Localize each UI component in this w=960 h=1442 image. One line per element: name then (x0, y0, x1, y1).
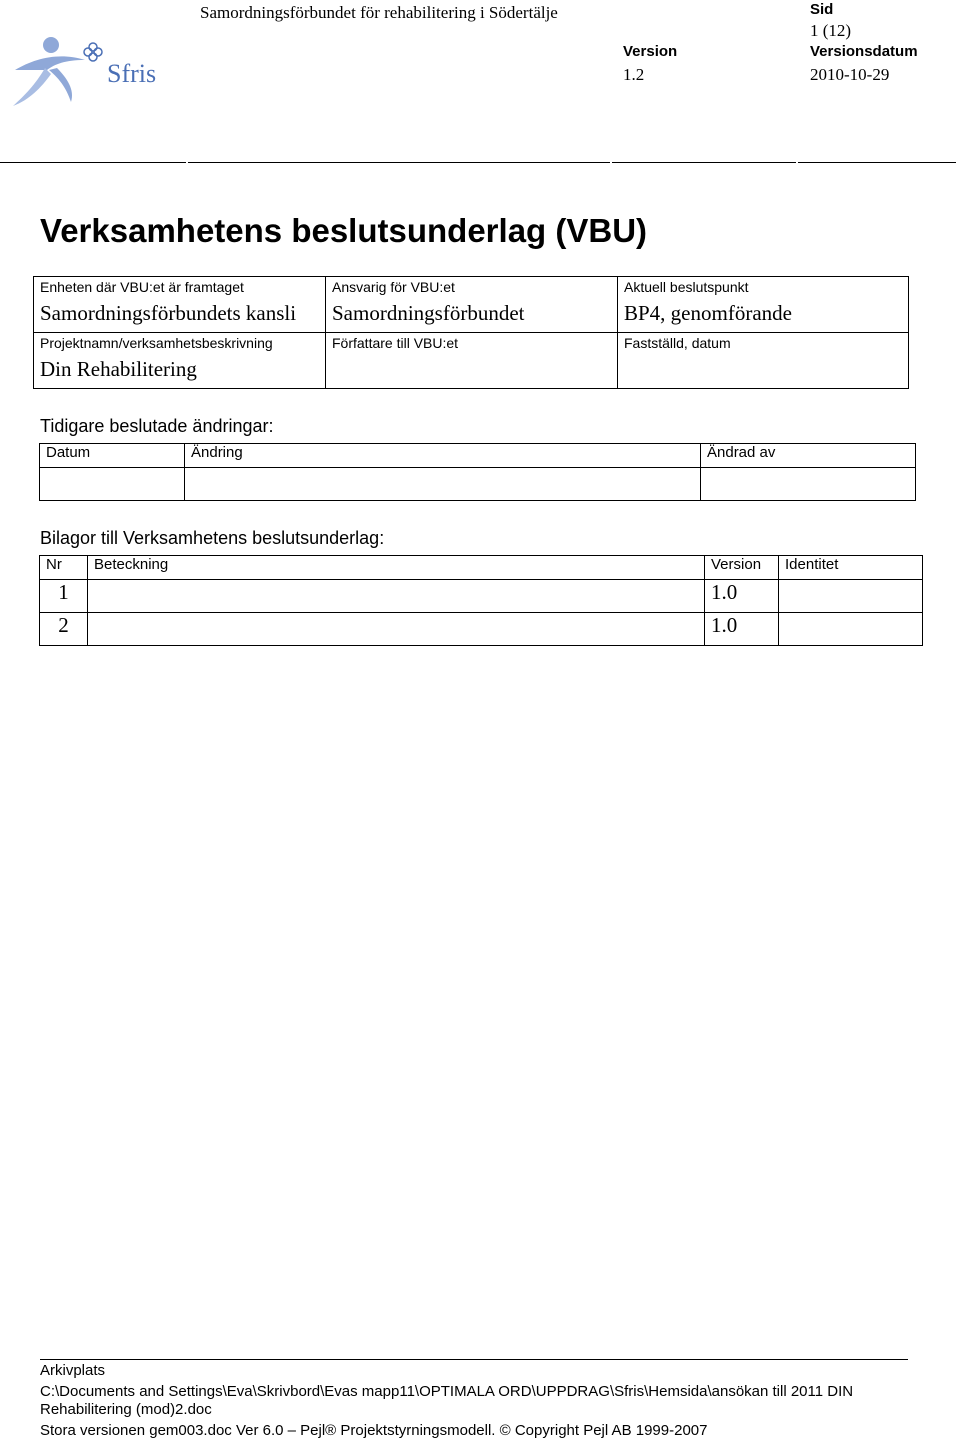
footer-divider (40, 1359, 908, 1360)
sfris-logo (5, 30, 165, 112)
responsible-value: Samordningsförbundet (332, 301, 525, 325)
column-header: Beteckning (88, 556, 705, 580)
table-header-row (40, 556, 923, 580)
table-header-row (40, 444, 916, 468)
archive-path: C:\Documents and Settings\Eva\Skrivbord\Evas mapp11\OPTIMALA ORD\UPPDRAG\Sfris\Hemsida\ansökan till 2011 DIN (40, 1383, 854, 1400)
author-label: Författare till VBU:et (332, 335, 459, 351)
table-row (40, 468, 916, 501)
page-number: 1 (12) (810, 21, 852, 40)
responsible-label: Ansvarig för VBU:et (332, 279, 455, 295)
column-header: Nr (40, 556, 88, 580)
organization-name: Samordningsförbundet för rehabilitering i Södertälje (200, 3, 558, 22)
header-divider (188, 162, 610, 163)
table-cell: 1.0 (705, 580, 779, 613)
unit-label: Enheten där VBU:et är framtaget (40, 279, 244, 295)
table-cell: 2 (40, 613, 88, 646)
author-cell (326, 333, 618, 388)
table-cell (88, 613, 705, 646)
logo-wordmark: Sfris (107, 59, 157, 88)
table-cell (779, 613, 923, 646)
document-title: Verksamhetens beslutsunderlag (VBU) (40, 212, 648, 249)
version-date-label: Versionsdatum (810, 43, 918, 60)
header-divider (0, 162, 186, 163)
project-value: Din Rehabilitering (40, 357, 197, 381)
unit-value: Samordningsförbundets kansli (40, 301, 297, 325)
sfris-logo-graphic (5, 30, 165, 112)
column-header: Version (705, 556, 779, 580)
info-grid (33, 276, 909, 389)
column-header: Ändring (185, 444, 701, 468)
version-label: Version (623, 43, 678, 60)
responsible-cell (326, 277, 618, 333)
project-cell (34, 333, 326, 388)
unit-cell (34, 277, 326, 333)
table-cell (88, 580, 705, 613)
table-cell (701, 468, 916, 501)
table-row (40, 613, 923, 646)
decision-point-cell (618, 277, 908, 333)
version-date-value: 2010-10-29 (810, 65, 890, 84)
archive-path-continued: Rehabilitering (mod)2.doc (40, 1401, 212, 1418)
copyright-notice: Stora versionen gem003.doc Ver 6.0 – Pejl® Projektstyrningsmodell. © Copyright Pejl AB 1999-2007 (40, 1422, 708, 1439)
table-cell (779, 580, 923, 613)
table-cell: 1.0 (705, 613, 779, 646)
table-cell: 1 (40, 580, 88, 613)
column-header: Ändrad av (701, 444, 916, 468)
approved-label: Fastställd, datum (624, 335, 731, 351)
changes-heading: Tidigare beslutade ändringar: (40, 416, 274, 436)
archive-label: Arkivplats (40, 1362, 106, 1379)
attachments-heading: Bilagor till Verksamhetens beslutsunderlag: (40, 528, 385, 548)
version-value: 1.2 (623, 65, 645, 84)
header-divider (612, 162, 796, 163)
project-label: Projektnamn/verksamhetsbeskrivning (40, 335, 273, 351)
column-header: Datum (40, 444, 185, 468)
table-cell (40, 468, 185, 501)
table-cell (185, 468, 701, 501)
header-divider (798, 162, 956, 163)
page-label: Sid (810, 1, 834, 18)
approved-cell (618, 333, 908, 388)
column-header: Identitet (779, 556, 923, 580)
attachments-table (39, 555, 923, 646)
changes-table (39, 443, 916, 501)
table-row (40, 580, 923, 613)
decision-point-value: BP4, genomförande (624, 301, 792, 325)
decision-point-label: Aktuell beslutspunkt (624, 279, 749, 295)
